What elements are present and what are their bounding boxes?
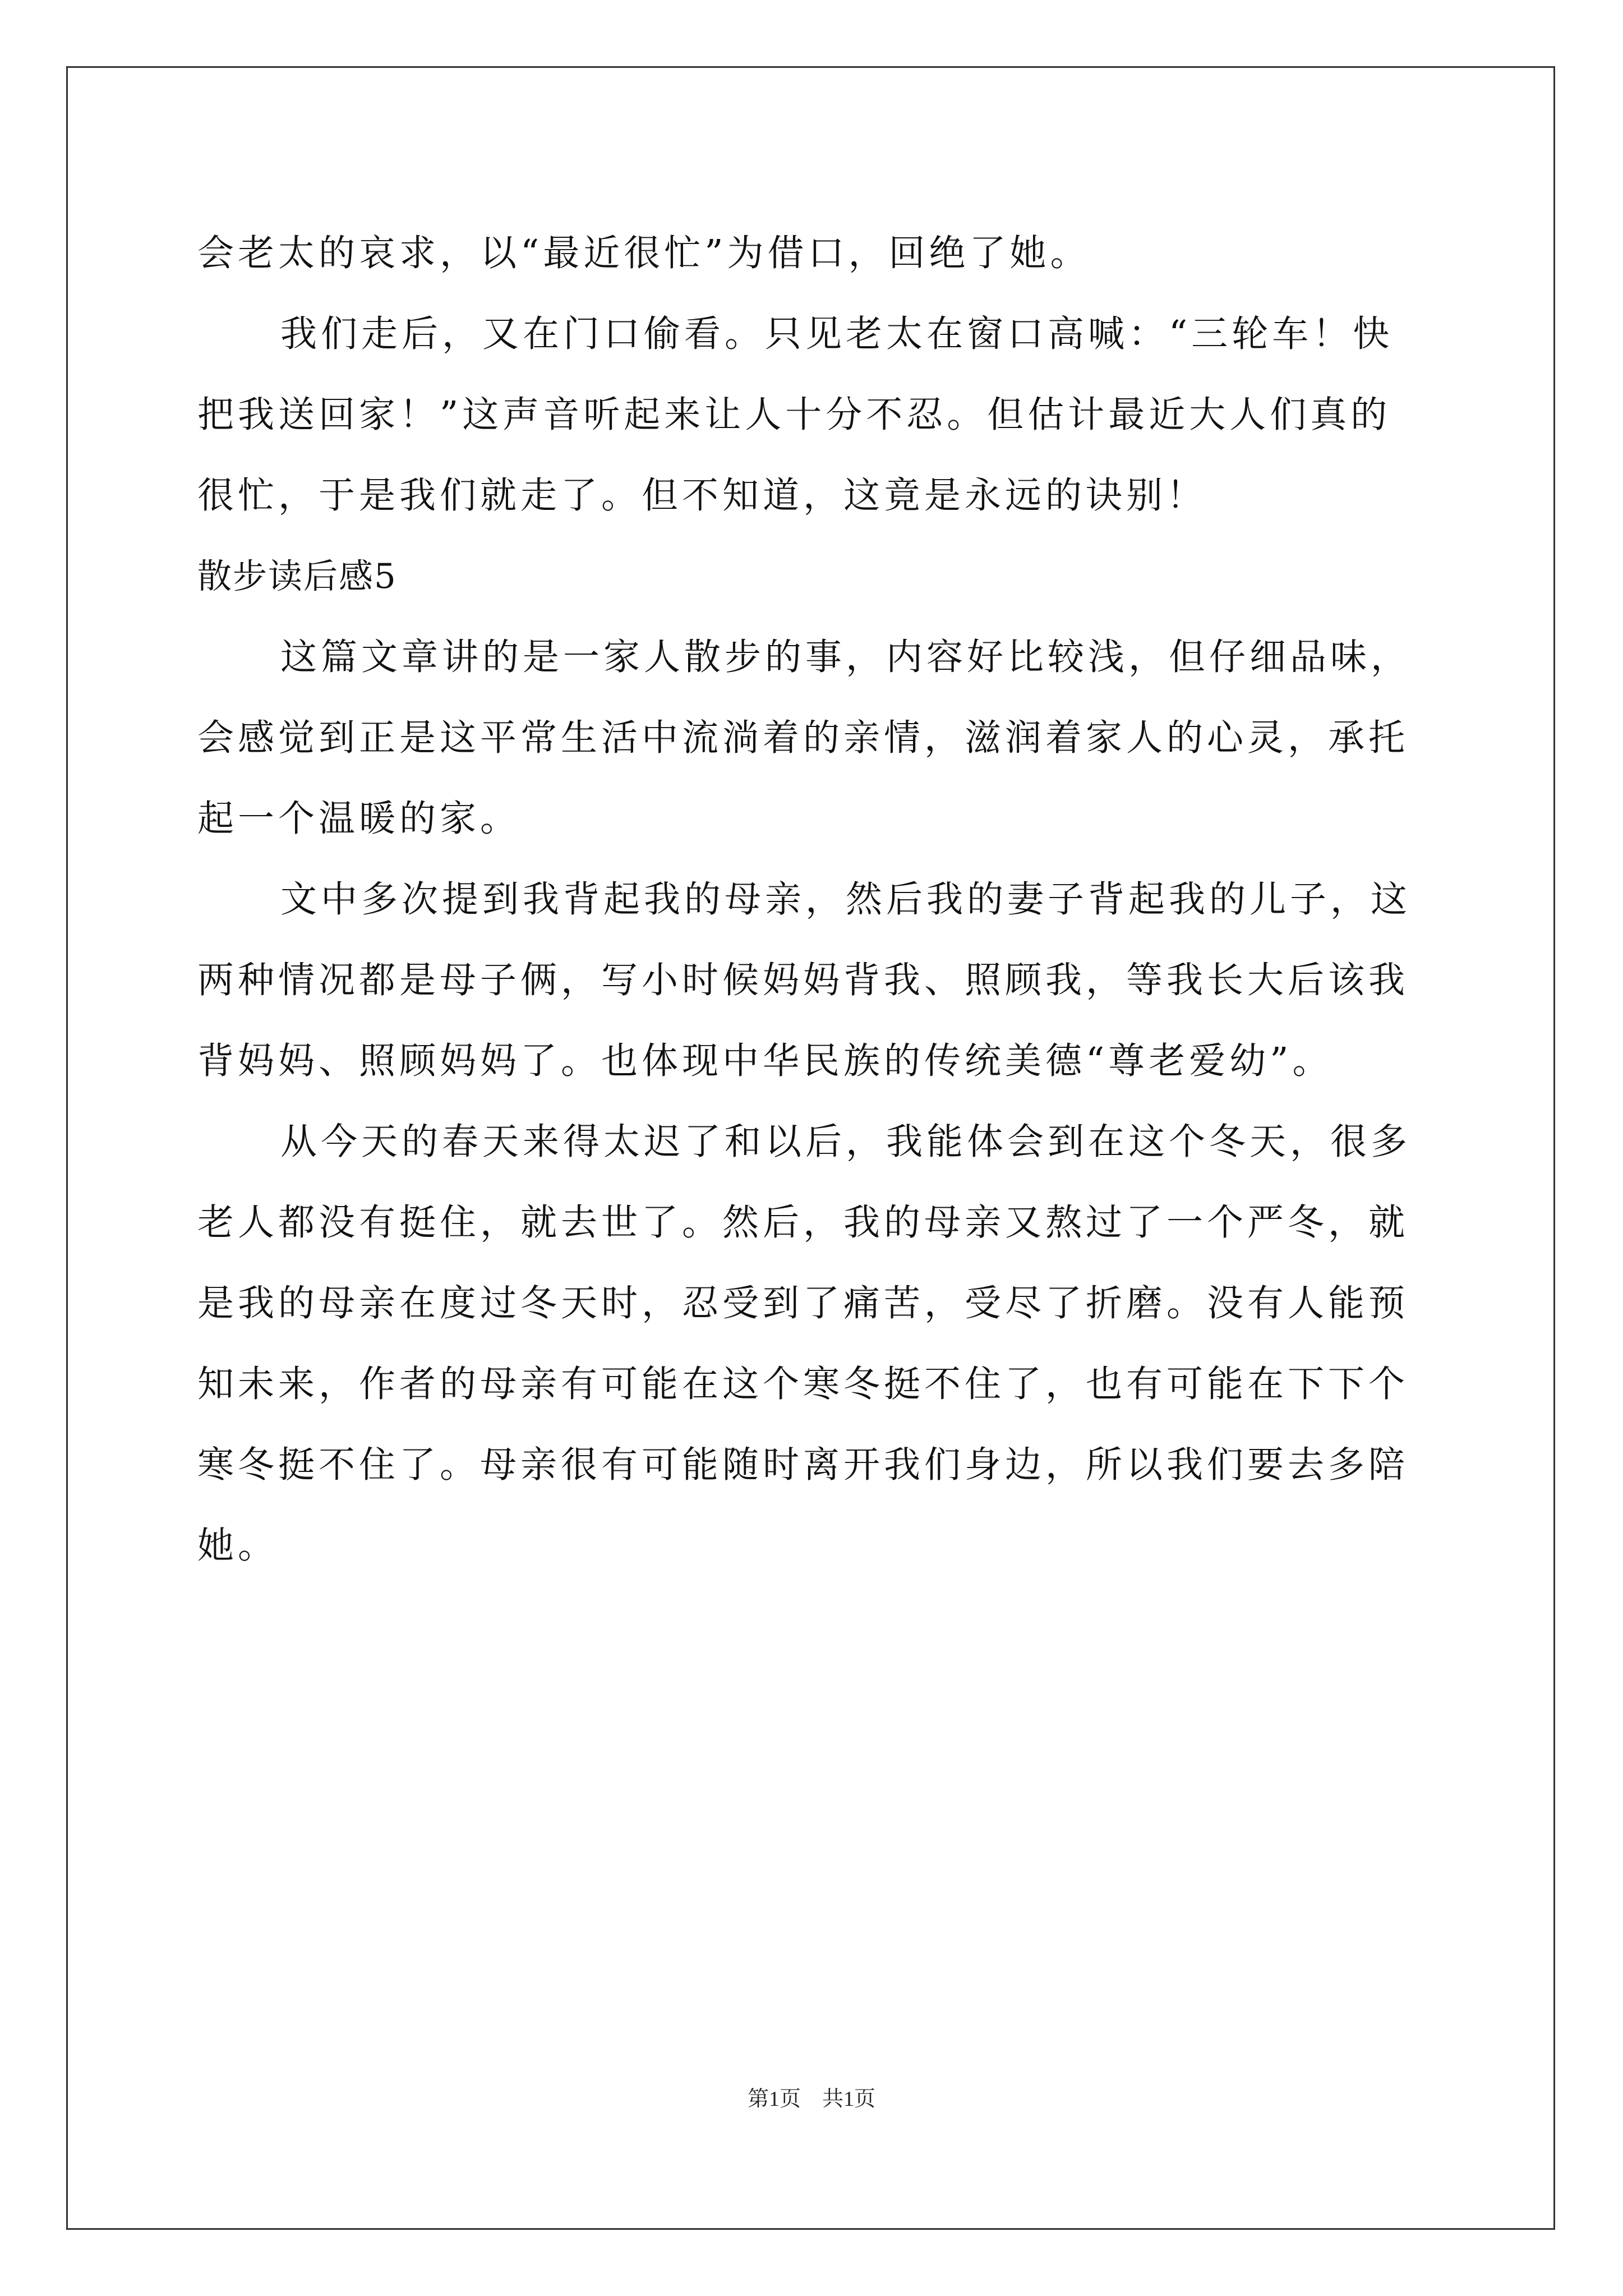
paragraph-start-line: 文中多次提到我背起我的母亲，然后我的妻子背起我的儿子，这	[280, 878, 1412, 921]
text-line: 把我送回家！”这声音听起来让人十分不忍。但估计最近大人们真的	[197, 394, 1391, 436]
text-line: 老人都没有挺住，就去世了。然后，我的母亲又熬过了一个严冬，就	[197, 1202, 1409, 1244]
text-line: 很忙，于是我们就走了。但不知道，这竟是永远的诀别！	[197, 475, 1207, 517]
page-footer: 第1页 共1页	[747, 2087, 875, 2111]
document-body	[197, 213, 1434, 1586]
paragraph-start-line: 我们走后，又在门口偷看。只见老太在窗口高喊：“三轮车！快	[280, 313, 1394, 355]
section-heading: 散步读后感5	[197, 556, 397, 596]
text-line: 起一个温暖的家。	[197, 798, 521, 840]
text-line: 寒冬挺不住了。母亲很有可能随时离开我们身边，所以我们要去多陪	[197, 1444, 1409, 1486]
text-line: 会老太的哀求，以“最近很忙”为借口，回绝了她。	[197, 232, 1091, 274]
text-line: 两种情况都是母子俩，写小时候妈妈背我、照顾我，等我长大后该我	[197, 959, 1409, 1001]
text-line: 会感觉到正是这平常生活中流淌着的亲情，滋润着家人的心灵，承托	[197, 717, 1409, 759]
text-line: 背妈妈、照顾妈妈了。也体现中华民族的传统美德“尊老爱幼”。	[197, 1040, 1333, 1082]
text-line: 知未来，作者的母亲有可能在这个寒冬挺不住了，也有可能在下下个	[197, 1363, 1409, 1405]
text-line: 是我的母亲在度过冬天时，忍受到了痛苦，受尽了折磨。没有人能预	[197, 1282, 1409, 1324]
paragraph-start-line: 从今天的春天来得太迟了和以后，我能体会到在这个冬天，很多	[280, 1121, 1412, 1163]
paragraph-start-line: 这篇文章讲的是一家人散步的事，内容好比较浅，但仔细品味，	[280, 636, 1412, 678]
text-line: 她。	[197, 1525, 279, 1567]
